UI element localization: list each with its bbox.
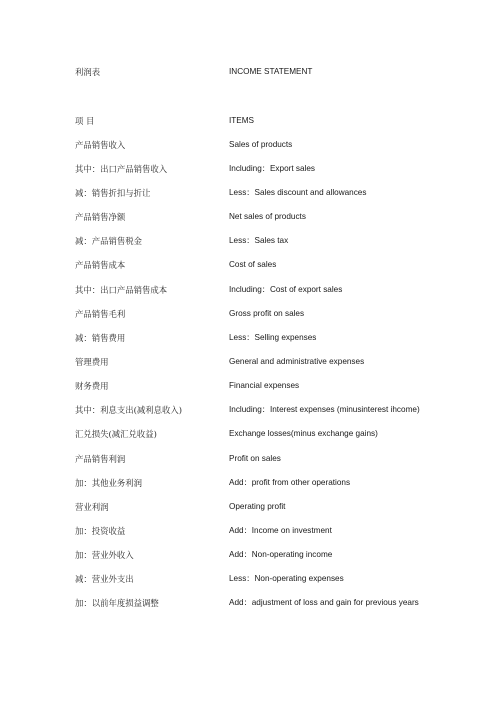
row-english: Cost of sales [229,260,277,269]
row-chinese: 加：投资收益 [75,526,126,536]
items-header-chinese: 项 目 [75,116,95,126]
row-english: Less：Selling expenses [229,333,317,342]
row-english: Gross profit on sales [229,309,305,318]
items-header-english: ITEMS [229,116,255,125]
statement-row [0,211,496,225]
statement-row [0,525,496,539]
row-english: Including：Export sales [229,164,316,173]
row-english: Less：Non-operating expenses [229,574,344,583]
row-english: Add：Non-operating income [229,550,333,559]
row-chinese: 减：产品销售税金 [75,236,142,246]
row-english: Less：Sales discount and allowances [229,188,367,197]
statement-row [0,428,496,442]
row-chinese: 营业利润 [75,502,109,512]
statement-row [0,139,496,153]
statement-row [0,453,496,467]
statement-row [0,235,496,249]
row-chinese: 产品销售毛利 [75,309,126,319]
row-english: Add：profit from other operations [229,478,351,487]
row-english: Add：adjustment of loss and gain for previous years [229,598,419,607]
statement-row [0,163,496,177]
statement-row [0,259,496,273]
row-chinese: 汇兑损失(减汇兑收益) [75,429,157,439]
row-chinese: 产品销售收入 [75,140,126,150]
statement-row [0,549,496,563]
row-chinese: 管理费用 [75,357,109,367]
document-title-row [0,66,496,80]
row-chinese: 产品销售净额 [75,212,126,222]
statement-row [0,308,496,322]
statement-row [0,404,496,418]
title-english: INCOME STATEMENT [229,67,313,76]
row-chinese: 产品销售利润 [75,454,126,464]
statement-row [0,187,496,201]
statement-row [0,573,496,587]
items-header-row [0,115,496,129]
row-chinese: 加：以前年度损益调整 [75,598,159,608]
row-english: Profit on sales [229,454,281,463]
row-chinese: 减：销售折扣与折让 [75,188,151,198]
row-chinese: 减：销售费用 [75,333,126,343]
row-english: Including：Interest expenses (minusinterest ihcome) [229,405,420,414]
row-english: Sales of products [229,140,293,149]
row-english: Net sales of products [229,212,306,221]
row-english: Financial expenses [229,381,300,390]
statement-row [0,380,496,394]
title-chinese: 利润表 [75,67,101,77]
statement-row [0,356,496,370]
row-english: Add：Income on investment [229,526,332,535]
row-english: Operating profit [229,502,286,511]
row-chinese: 加：其他业务利润 [75,478,142,488]
row-english: Including：Cost of export sales [229,285,343,294]
statement-row [0,284,496,298]
row-chinese: 财务费用 [75,381,109,391]
row-chinese: 其中：出口产品销售收入 [75,164,168,174]
statement-row [0,477,496,491]
row-english: Exchange losses(minus exchange gains) [229,429,378,438]
row-english: General and administrative expenses [229,357,365,366]
row-chinese: 其中：出口产品销售成本 [75,285,168,295]
row-chinese: 加：营业外收入 [75,550,134,560]
statement-row [0,332,496,346]
row-chinese: 产品销售成本 [75,260,126,270]
row-chinese: 其中：利息支出(减利息收入) [75,405,183,415]
statement-row [0,597,496,611]
row-chinese: 减：营业外支出 [75,574,134,584]
statement-row [0,501,496,515]
row-english: Less：Sales tax [229,236,289,245]
